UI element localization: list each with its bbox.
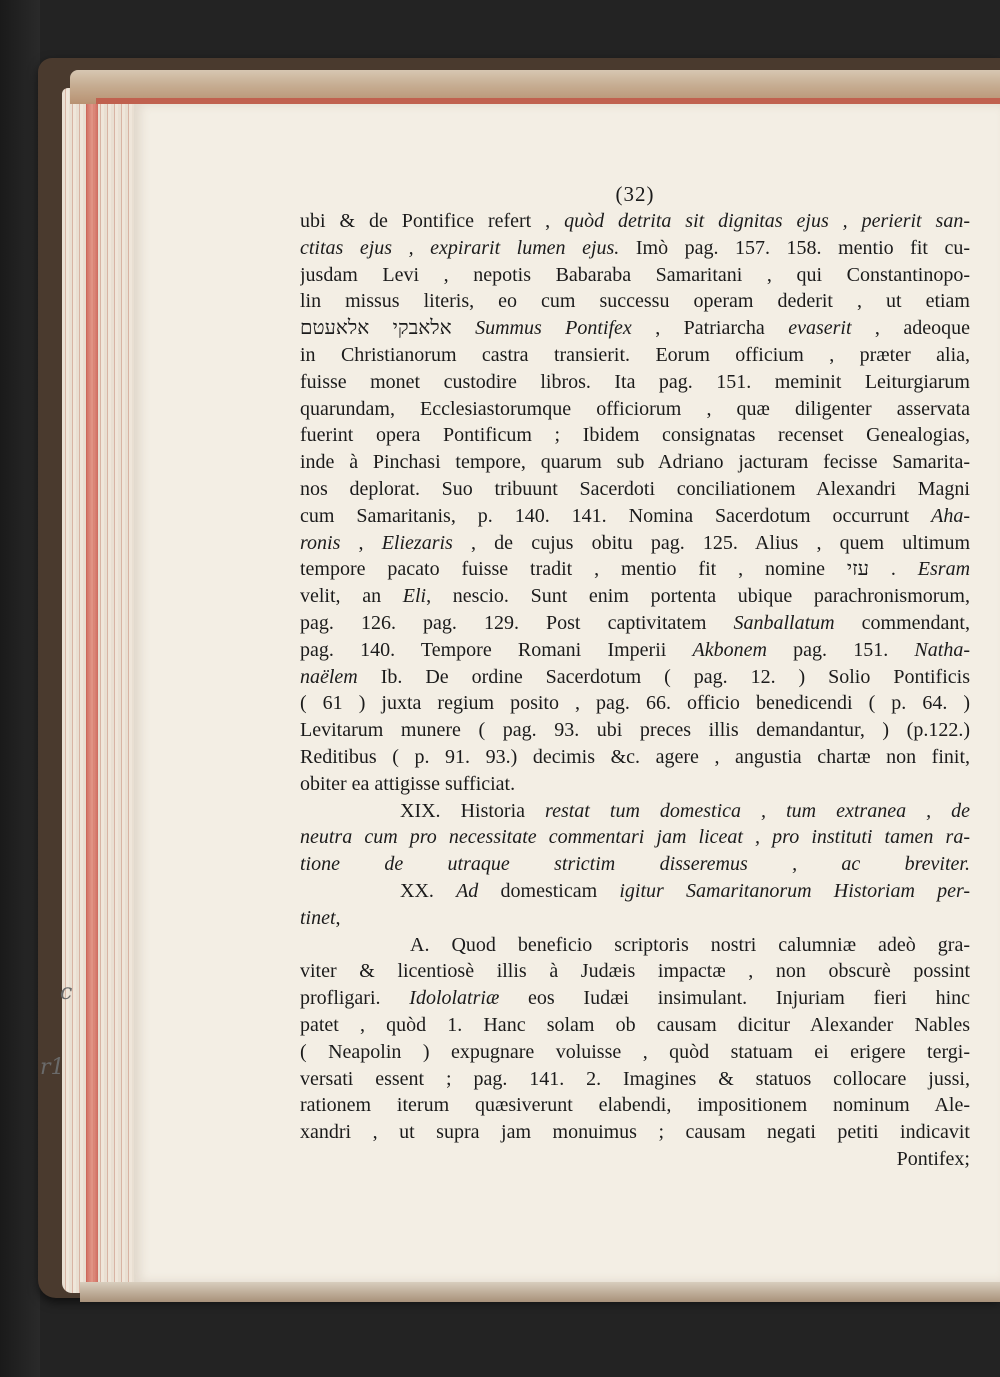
text-line: tione de utraque strictim disseremus , ac breviter. — [300, 853, 970, 876]
text-line: אלאבקי אלאעטם Summus Pontifex , Patriarcha evaserit , adeoque — [300, 317, 970, 340]
text-line: in Christianorum castra transierit. Eorum officium , præter alia, — [300, 343, 970, 366]
margin-mark-r1: r1 — [40, 1055, 65, 1080]
text-line: ronis , Eliezaris , de cujus obitu pag. 125. Alius , quem ultimum — [300, 531, 970, 554]
text-line: ( 61 ) juxta regium posito , pag. 66. officio benedicendi ( p. 64. ) — [300, 692, 970, 715]
text-line: cum Samaritanis, p. 140. 141. Nomina Sacerdotum occurrunt Aha- — [300, 504, 970, 527]
text-line: jusdam Levi , nepotis Babaraba Samaritani , qui Constantinopo- — [300, 263, 970, 286]
page-text — [300, 180, 970, 1173]
text-line: nos deplorat. Suo tribuunt Sacerdoti conciliationem Alexandri Magni — [300, 477, 970, 500]
text-line: ctitas ejus , expirarit lumen ejus. Imò pag. 157. 158. mentio fit cu- — [300, 236, 970, 259]
text-line: viter & licentiosè illis à Judæis impactæ , non obscurè possint — [300, 960, 970, 983]
text-line: profligari. Idololatriæ eos Iudæi insimulant. Injuriam fieri hinc — [300, 987, 970, 1010]
text-line: lin missus literis, eo cum successu operam dederit , ut etiam — [300, 290, 970, 313]
text-line: fuerint opera Pontificum ; Ibidem consignatas recenset Genealogias, — [300, 424, 970, 447]
text-line: XX. Ad domesticam igitur Samaritanorum Historiam per- — [400, 879, 970, 902]
text-line: versati essent ; pag. 141. 2. Imagines & statuos collocare jussi, — [300, 1067, 970, 1090]
text-line: Reditibus ( p. 91. 93.) decimis &c. agere , angustia chartæ non finit, — [300, 745, 970, 768]
text-line: Pontifex; — [896, 1147, 970, 1170]
table-surface — [0, 0, 40, 1377]
text-line: rationem iterum quæsiverunt elabendi, impositionem nominum Ale- — [300, 1094, 970, 1117]
margin-mark-c: c — [60, 980, 73, 1005]
page-stack-edge — [62, 88, 138, 1293]
text-line: A. Quod beneficio scriptoris nostri calumniæ adeò gra- — [410, 933, 970, 956]
text-line: pag. 140. Tempore Romani Imperii Akbonem pag. 151. Natha- — [300, 638, 970, 661]
text-line: patet , quòd 1. Hanc solam ob causam dicitur Alexander Nables — [300, 1013, 970, 1036]
text-line: naëlem Ib. De ordine Sacerdotum ( pag. 12. ) Solio Pontificis — [300, 665, 970, 688]
text-line: ( Neapolin ) expugnare voluisse , quòd statuam ei erigere tergi- — [300, 1040, 970, 1063]
text-line: inde à Pinchasi tempore, quarum sub Adriano jacturam fecisse Samarita- — [300, 451, 970, 474]
text-line: velit, an Eli, nescio. Sunt enim portenta ubique parachronismorum, — [300, 585, 970, 608]
page-bottom-edge — [80, 1282, 1000, 1302]
text-line: tempore pacato fuisse tradit , mentio fit , nomine עזי . Esram — [300, 558, 970, 581]
text-line: neutra cum pro necessitate commentari jam liceat , pro instituti tamen ra- — [300, 826, 970, 849]
text-line: pag. 126. pag. 129. Post captivitatem Sanballatum commendant, — [300, 611, 970, 634]
text-line: ubi & de Pontifice refert , quòd detrita sit dignitas ejus , perierit san- — [300, 210, 970, 232]
text-line: quarundam, Ecclesiastorumque officiorum , quæ diligenter asservata — [300, 397, 970, 420]
text-line: fuisse monet custodire libros. Ita pag. 151. meminit Leiturgiarum — [300, 370, 970, 393]
red-edge-stain — [86, 96, 98, 1286]
text-line: obiter ea attigisse sufficiat. — [300, 772, 516, 795]
text-line: xandri , ut supra jam monuimus ; causam negati petiti indicavit — [300, 1121, 970, 1144]
page-number: (32) — [615, 182, 655, 206]
text-line: tinet, — [300, 906, 341, 929]
text-lines — [300, 208, 970, 1173]
text-line: Levitarum munere ( pag. 93. ubi preces illis demandantur, ) (p.122.) — [300, 719, 970, 742]
text-line: XIX. Historia restat tum domestica , tum extranea , de — [400, 799, 970, 822]
